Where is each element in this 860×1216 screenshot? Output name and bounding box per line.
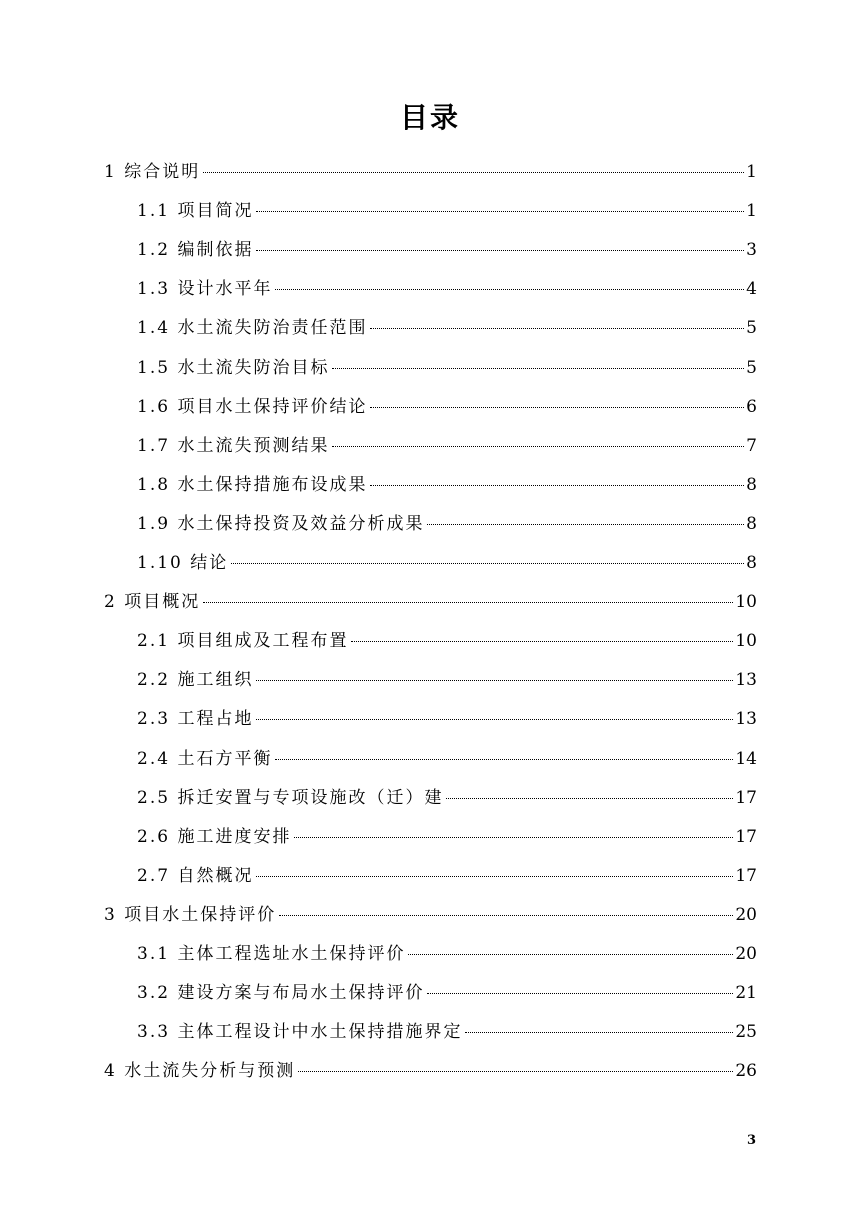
toc-entry-page: 7: [746, 435, 757, 456]
toc-entry[interactable]: [104, 901, 757, 929]
toc-leader-dots: [231, 562, 744, 564]
toc-entry-label: 3.1 主体工程选址水土保持评价: [137, 944, 406, 964]
toc-entry-label: 3 项目水土保持评价: [104, 904, 277, 925]
toc-entry-page: 13: [735, 709, 757, 730]
toc-leader-dots: [351, 640, 733, 642]
toc-entry[interactable]: [137, 784, 757, 812]
toc-leader-dots: [256, 679, 733, 681]
toc-entry[interactable]: [137, 510, 757, 538]
toc-entry-label: 1.5 水土流失防治目标: [137, 357, 330, 378]
toc-leader-dots: [370, 484, 744, 486]
toc-leader-dots: [256, 249, 744, 251]
toc-entry-page: 6: [746, 396, 757, 417]
toc-entry[interactable]: [137, 823, 757, 851]
toc-leader-dots: [332, 445, 744, 447]
toc-entry[interactable]: [104, 588, 757, 616]
toc-entry-label: 2.2 施工组织: [137, 670, 254, 691]
toc-leader-dots: [332, 367, 744, 369]
toc-entry-label: 2.5 拆迁安置与专项设施改（迁）建: [137, 787, 444, 808]
toc-entry-label: 1.6 项目水土保持评价结论: [137, 396, 368, 417]
toc-entry[interactable]: [137, 314, 757, 342]
toc-entry-page: 3: [746, 240, 757, 261]
toc-entry[interactable]: [104, 1057, 757, 1085]
toc-entry-page: 10: [735, 631, 757, 652]
toc-leader-dots: [370, 327, 744, 329]
toc-entry[interactable]: [137, 549, 757, 577]
toc-entry-page: 20: [735, 944, 757, 964]
toc-entry-page: 25: [735, 1022, 757, 1043]
toc-entry-page: 20: [735, 904, 757, 925]
toc-entry-page: 5: [746, 357, 757, 378]
toc-entry-page: 8: [746, 474, 757, 495]
toc-entry-label: 1 综合说明: [104, 162, 201, 182]
toc-leader-dots: [294, 836, 733, 838]
toc-entry-page: 17: [735, 865, 757, 886]
toc-entry[interactable]: [104, 158, 757, 186]
toc-entry-label: 1.3 设计水平年: [137, 279, 273, 300]
toc-entry-label: 1.1 项目简况: [137, 201, 254, 222]
toc-entry-label: 1.10 结论: [137, 553, 229, 573]
toc-entry-label: 1.9 水土保持投资及效益分析成果: [137, 513, 425, 534]
page-title: 目录: [399, 101, 460, 134]
toc-entry[interactable]: [137, 745, 757, 773]
toc-entry[interactable]: [137, 862, 757, 890]
toc-entry-label: 1.2 编制依据: [137, 240, 254, 261]
toc-leader-dots: [256, 210, 744, 212]
toc-leader-dots: [275, 288, 744, 290]
toc-entry-label: 4 水土流失分析与预测: [104, 1061, 296, 1082]
toc-leader-dots: [203, 601, 733, 603]
toc-entry-label: 3.2 建设方案与布局水土保持评价: [137, 983, 425, 1004]
toc-leader-dots: [298, 1070, 733, 1072]
toc-entry[interactable]: [137, 236, 757, 264]
toc-entry-label: 1.8 水土保持措施布设成果: [137, 474, 368, 495]
toc-entry[interactable]: [137, 940, 757, 968]
toc-entry-page: 26: [735, 1061, 757, 1082]
toc-entry[interactable]: [137, 471, 757, 499]
toc-entry[interactable]: [137, 275, 757, 303]
toc-leader-dots: [446, 797, 733, 799]
toc-entry-page: 5: [746, 318, 757, 339]
toc-entry[interactable]: [137, 354, 757, 382]
toc-entry-page: 21: [735, 983, 757, 1004]
toc-leader-dots: [427, 992, 733, 994]
toc-entry-page: 17: [735, 826, 757, 847]
toc-entry[interactable]: [137, 627, 757, 655]
toc-entry-page: 1: [746, 201, 757, 222]
toc-leader-dots: [256, 718, 733, 720]
toc-entry-page: 17: [735, 787, 757, 808]
page-number: 3: [746, 1133, 756, 1148]
toc-entry-label: 2 项目概况: [104, 592, 201, 613]
toc-entry[interactable]: [137, 432, 757, 460]
toc-entry-label: 2.6 施工进度安排: [137, 826, 292, 847]
toc-entry-page: 8: [746, 513, 757, 534]
toc-entry-page: 10: [735, 592, 757, 613]
toc-leader-dots: [370, 406, 744, 408]
toc-entry-page: 1: [746, 162, 757, 182]
toc-entry-label: 2.1 项目组成及工程布置: [137, 631, 349, 652]
toc-entry-label: 1.7 水土流失预测结果: [137, 435, 330, 456]
toc-entry[interactable]: [137, 1018, 757, 1046]
toc-entry[interactable]: [137, 393, 757, 421]
toc-leader-dots: [203, 171, 744, 173]
toc-entry[interactable]: [137, 979, 757, 1007]
toc-entry-page: 4: [746, 279, 757, 300]
toc-entry-label: 2.4 土石方平衡: [137, 748, 273, 769]
toc-entry-page: 14: [735, 748, 757, 769]
toc-entry[interactable]: [137, 197, 757, 225]
toc-leader-dots: [465, 1031, 733, 1033]
toc-leader-dots: [275, 758, 733, 760]
toc-entry-label: 2.3 工程占地: [137, 709, 254, 730]
toc-leader-dots: [279, 914, 733, 916]
toc-entry-page: 13: [735, 670, 757, 691]
toc-leader-dots: [256, 875, 733, 877]
toc-entry-page: 8: [746, 553, 757, 573]
toc-entry-label: 2.7 自然概况: [137, 865, 254, 886]
toc-entry-label: 3.3 主体工程设计中水土保持措施界定: [137, 1022, 463, 1043]
toc-entry[interactable]: [137, 705, 757, 733]
toc-leader-dots: [427, 523, 744, 525]
toc-entry[interactable]: [137, 666, 757, 694]
toc-entry-label: 1.4 水土流失防治责任范围: [137, 318, 368, 339]
toc-leader-dots: [408, 953, 733, 955]
